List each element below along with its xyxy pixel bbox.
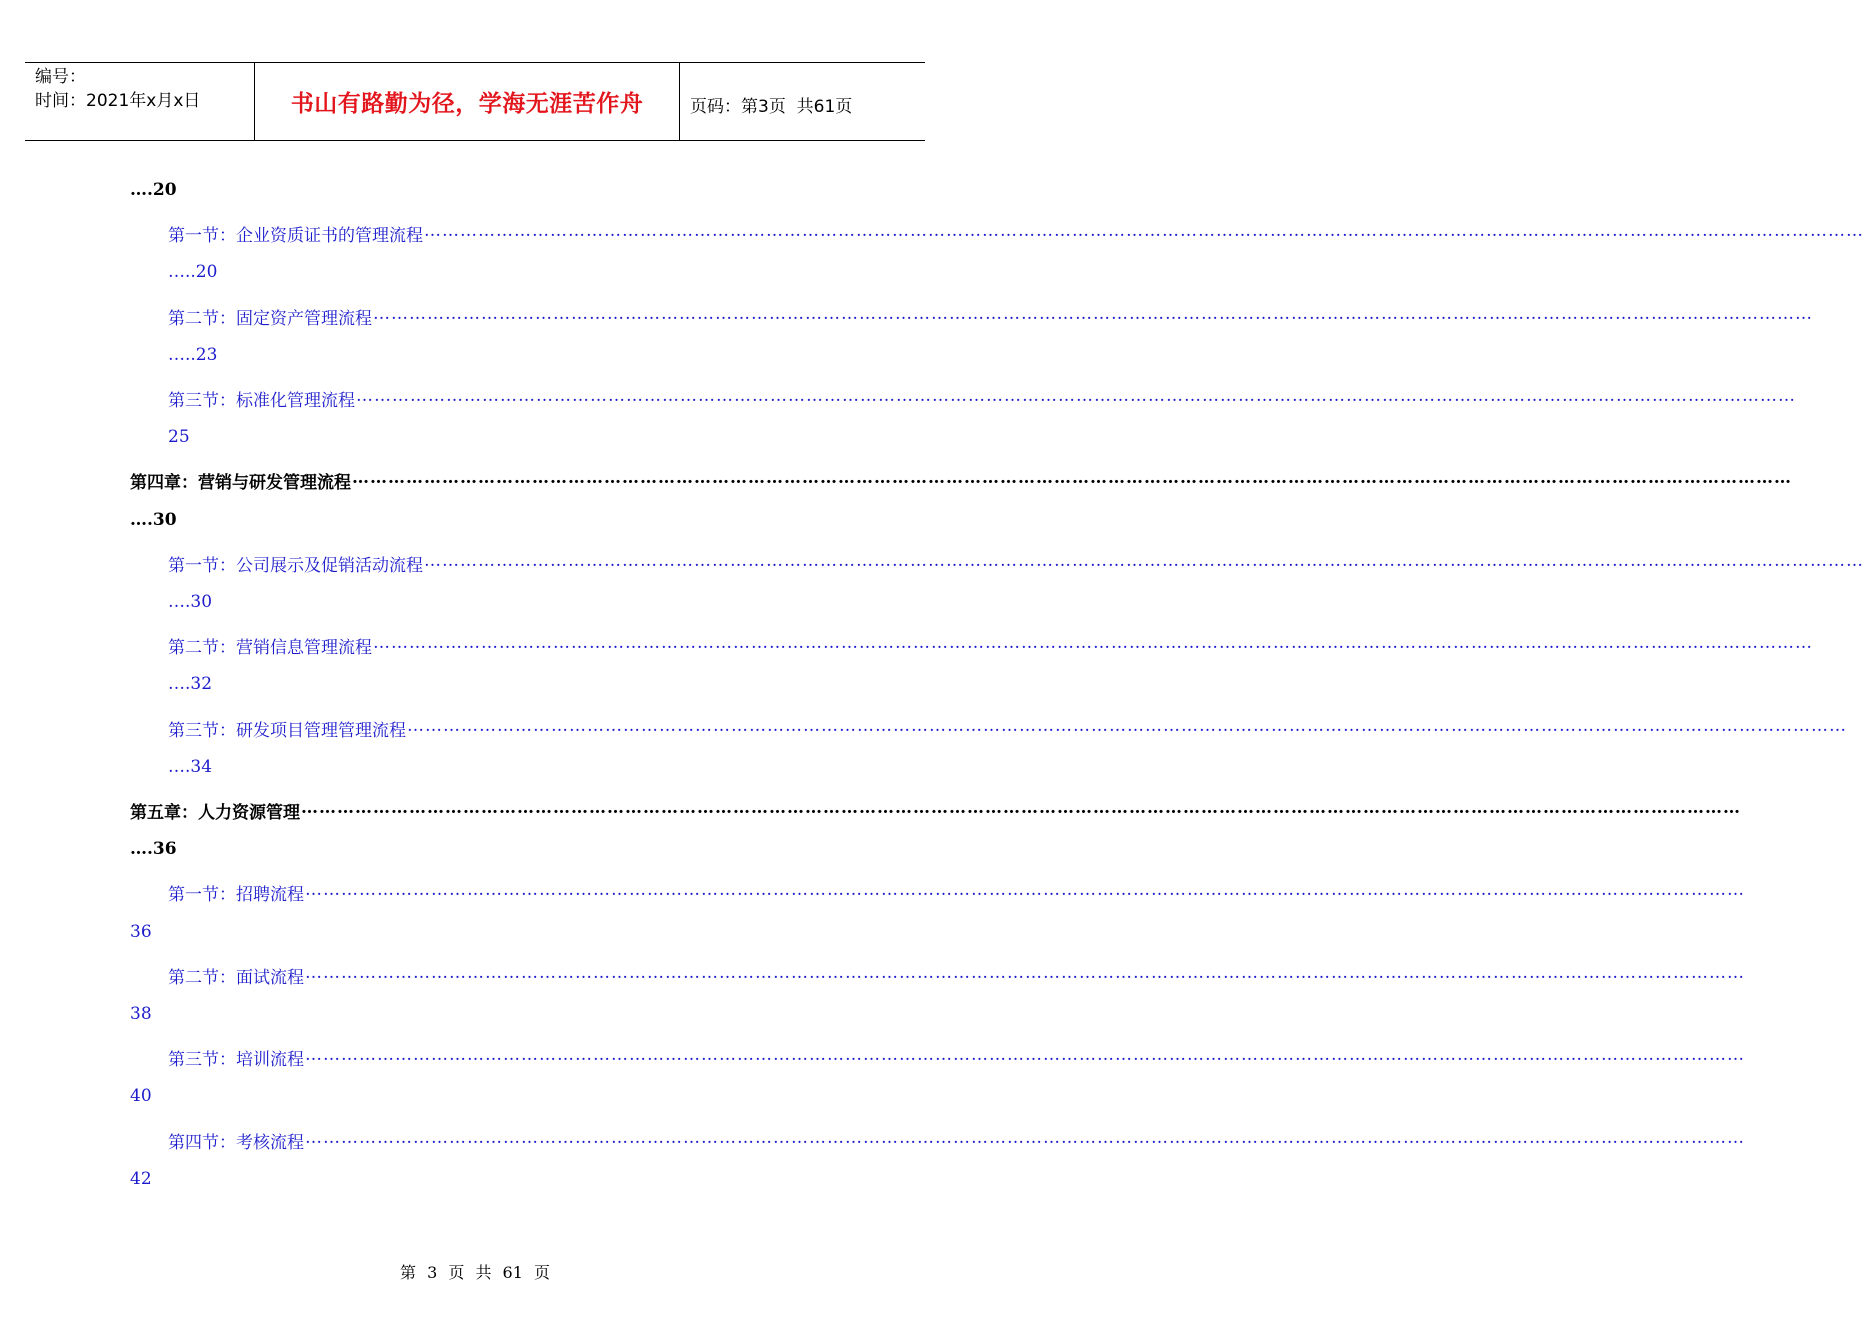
toc-chapter-entry[interactable] [130, 468, 351, 493]
toc-page-number[interactable] [130, 510, 177, 530]
toc-entry-text: ….20 [130, 180, 177, 200]
toc-leader-dots: …………………………………………………………………………………………………………………………………………………………………………………………………………………… [301, 798, 1741, 818]
toc-entry-text: 40 [130, 1086, 152, 1106]
toc-page-number[interactable] [168, 757, 212, 777]
toc-entry-text: 第三节：标准化管理流程 [168, 391, 355, 411]
toc-entry-text: ….34 [168, 757, 213, 777]
toc-page-number[interactable] [168, 592, 212, 612]
toc-entry-text: 第三节：研发项目管理管理流程 [168, 721, 406, 741]
toc-leader-dots: …………………………………………………………………………………………………………………………………………………………………………………………………………………… [352, 468, 1792, 488]
toc-leader-dots: …………………………………………………………………………………………………………………………………………………………………………………………………………………… [305, 963, 1745, 983]
toc-section-entry[interactable] [168, 633, 372, 658]
toc-page-number[interactable] [168, 262, 217, 282]
toc-entry-text: 第五章：人力资源管理 [130, 803, 300, 823]
toc-entry-text: ….30 [168, 592, 213, 612]
header-meta [35, 65, 200, 113]
toc-section-entry[interactable] [168, 304, 372, 329]
toc-entry-text: ….30 [130, 510, 177, 530]
toc-page-number[interactable] [130, 1004, 152, 1024]
toc-leader-dots: …………………………………………………………………………………………………………………………………………………………………………………………………………………… [305, 880, 1745, 900]
toc-leader-dots: …………………………………………………………………………………………………………………………………………………………………………………………………………………… [373, 304, 1813, 324]
toc-entry-text: 36 [130, 922, 152, 942]
toc-page-number[interactable] [130, 180, 177, 200]
toc-section-entry[interactable] [168, 386, 355, 411]
page-footer: 第 3 页 共 61 页 [400, 1263, 550, 1282]
document-number-label: 编号： [35, 67, 86, 87]
toc-entry-text: 第一节：招聘流程 [168, 885, 304, 905]
toc-leader-dots: …………………………………………………………………………………………………………………………………………………………………………………………………………………… [407, 716, 1847, 736]
header-motto: 书山有路勤为径，学海无涯苦作舟 [290, 91, 644, 117]
toc-section-entry[interactable] [168, 221, 423, 246]
toc-entry-text: 第二节：面试流程 [168, 968, 304, 988]
toc-entry-text: 25 [168, 427, 190, 447]
toc-entry-text: 第四节：考核流程 [168, 1133, 304, 1153]
toc-entry-text: 第二节：营销信息管理流程 [168, 638, 372, 658]
toc-section-entry[interactable] [168, 1128, 304, 1153]
toc-entry-text: 第三节：培训流程 [168, 1050, 304, 1070]
toc-section-entry[interactable] [168, 716, 406, 741]
toc-page-number[interactable] [168, 427, 190, 447]
toc-leader-dots: …………………………………………………………………………………………………………………………………………………………………………………………………………………… [305, 1045, 1745, 1065]
toc-entry-text: 第一节：企业资质证书的管理流程 [168, 226, 423, 246]
toc-section-entry[interactable] [168, 551, 423, 576]
toc-page-number[interactable] [130, 839, 177, 859]
toc-page-number[interactable] [130, 922, 152, 942]
toc-chapter-entry[interactable] [130, 798, 300, 823]
toc-leader-dots: …………………………………………………………………………………………………………………………………………………………………………………………………………………… [373, 633, 1813, 653]
toc-section-entry[interactable] [168, 1045, 304, 1070]
toc-entry-text: 第二节：固定资产管理流程 [168, 309, 372, 329]
toc-section-entry[interactable] [168, 963, 304, 988]
toc-entry-text: 42 [130, 1169, 152, 1189]
toc-leader-dots: …………………………………………………………………………………………………………………………………………………………………………………………………………………… [424, 221, 1864, 241]
toc-entry-text: 第一节：公司展示及促销活动流程 [168, 556, 423, 576]
toc-entry-text: ….32 [168, 674, 213, 694]
toc-leader-dots: …………………………………………………………………………………………………………………………………………………………………………………………………………………… [356, 386, 1796, 406]
toc-leader-dots: …………………………………………………………………………………………………………………………………………………………………………………………………………………… [305, 1128, 1745, 1148]
toc-entry-text: ….36 [130, 839, 177, 859]
toc-entry-text: …..20 [168, 262, 218, 282]
page-header [25, 62, 925, 141]
toc-entry-text: 第四章：营销与研发管理流程 [130, 473, 351, 493]
toc-page-number[interactable] [168, 674, 212, 694]
toc-page-number[interactable] [130, 1169, 152, 1189]
toc-entry-text: 38 [130, 1004, 152, 1024]
toc-page-number[interactable] [130, 1086, 152, 1106]
toc-leader-dots: …………………………………………………………………………………………………………………………………………………………………………………………………………………… [424, 551, 1864, 571]
toc-entry-text: …..23 [168, 345, 218, 365]
header-divider [679, 63, 680, 140]
document-date: 时间：2021年x月x日 [35, 91, 201, 111]
header-page-info: 页码：第3页 共61页 [690, 97, 853, 117]
toc-section-entry[interactable] [168, 880, 304, 905]
toc-page-number[interactable] [168, 345, 217, 365]
